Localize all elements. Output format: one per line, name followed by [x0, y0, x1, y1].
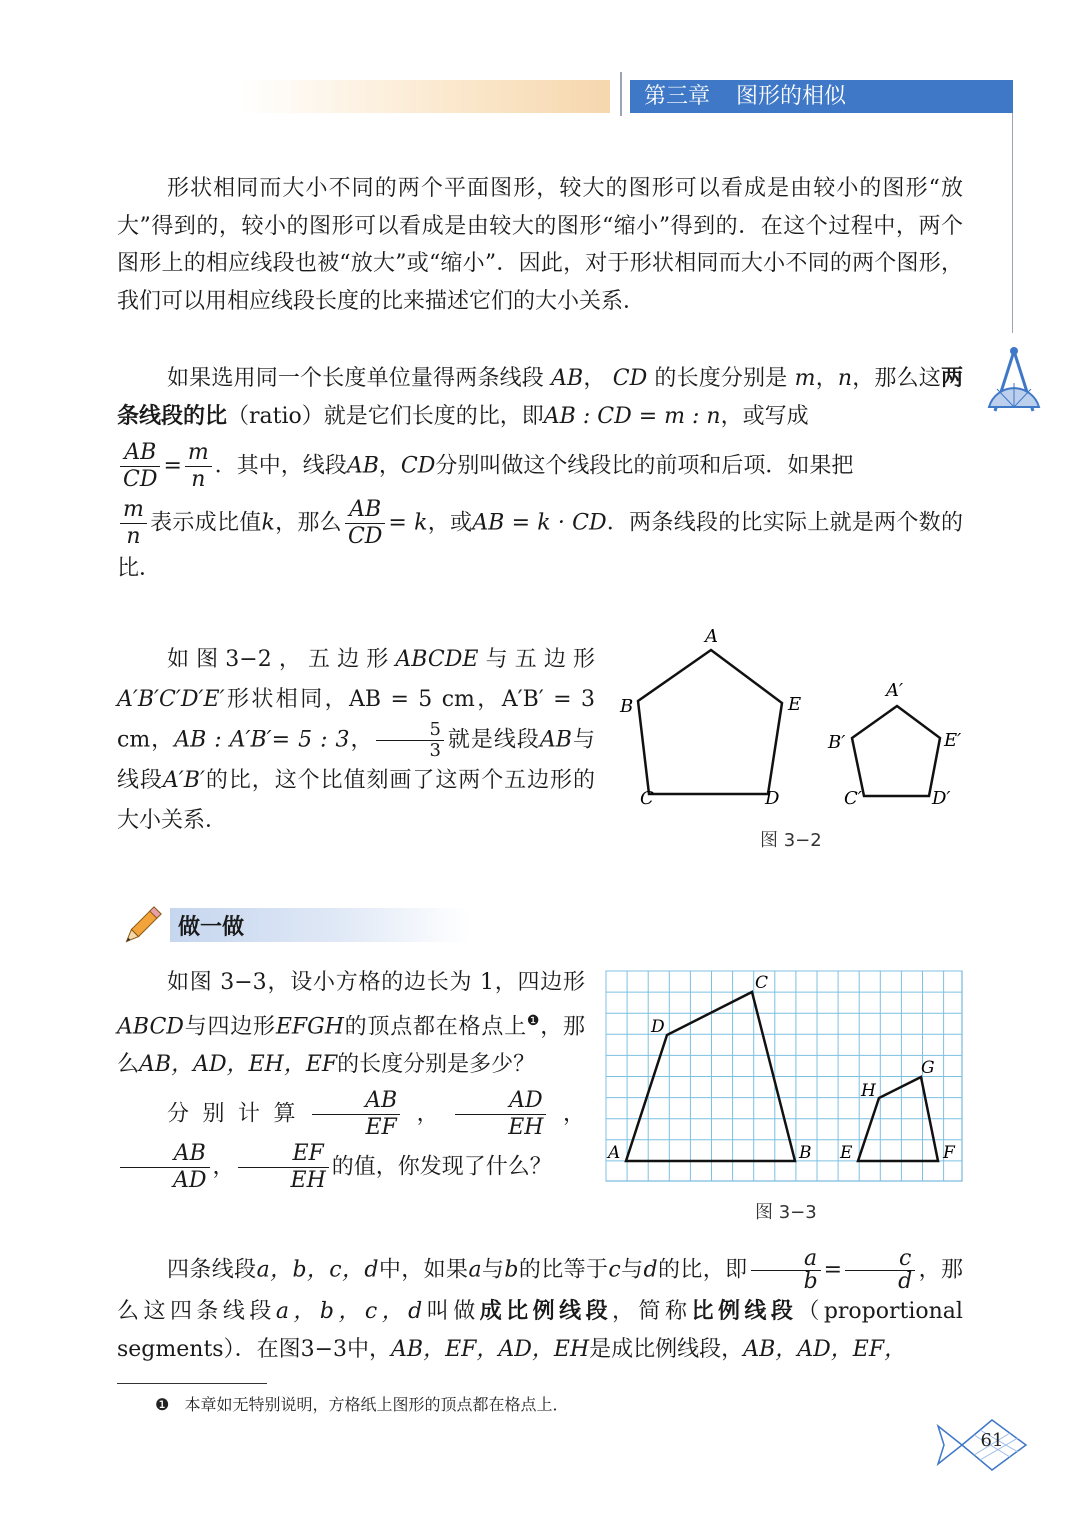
label-G-grid: G	[921, 1058, 935, 1078]
paragraph-proportional: 四条线段a，b，c，d中，如果a与b的比等于c与d的比，即 $\frac{a}{b}$ = $\frac{c}{d}$ ，那么这四条线段a，b，c，d叫做成比例线段，简称比例线段（proportional segments）．在图3−3中，AB，EF，AD，EH是成比例线段，AB，AD，EF，	[117, 1246, 963, 1362]
fraction-m-n-2: $\frac{m}{n}$	[120, 497, 147, 550]
fraction-m-n: $\frac{m}{n}$	[185, 440, 212, 493]
label-C-prime: C′	[844, 788, 862, 809]
paragraph-ratio-definition: 如果选用同一个长度单位量得两条线段 AB， CD 的长度分别是 m，n，那么这两条线段的比（ratio）就是它们长度的比，即AB : CD = m : n，或写成 $\frac{AB}{CD}$ = $\frac{m}{n}$ ．其中，线段AB，CD分别叫做这个线段比的前项和后项．如果把 $\frac{m}{n}$ 表示成比值k，那么 $\frac{AB}{CD}$ = k，或AB = k · CD．两条线段的比实际上就是两个数的比．	[117, 366, 963, 581]
label-E-grid: E	[840, 1143, 853, 1163]
label-C: C	[640, 788, 654, 809]
margin-line	[1012, 113, 1013, 333]
fraction-ab-ef: $\frac{AB}{EF}$	[312, 1088, 400, 1141]
chapter-label: 第三章	[644, 84, 711, 109]
fraction-ab-cd-2: $\frac{AB}{CD}$	[345, 497, 385, 550]
figure-3-3	[600, 968, 966, 1184]
compass-icon	[985, 345, 1043, 417]
footnote-text: 本章如无特别说明，方格纸上图形的顶点都在格点上．	[184, 1395, 569, 1414]
paragraph-intro-text: 形状相同而大小不同的两个平面图形，较大的图形可以看成是由较小的图形“放大”得到的，较小的图形可以看成是由较大的图形“缩小”得到的．在这个过程中，两个图形上的相应线段也被“放大”或“缩小”．因此，对于形状相同而大小不同的两个图形，我们可以用相应线段长度的比来描述它们的大小关系．	[117, 176, 963, 314]
figure-3-3-caption: 图 3−3	[755, 1202, 817, 1223]
label-F-grid: F	[943, 1143, 955, 1163]
footnote	[155, 1392, 568, 1415]
fraction-ab-cd: $\frac{AB}{CD}$	[120, 440, 160, 493]
footnote-ref: ❶	[526, 1013, 541, 1029]
label-D: D	[765, 788, 780, 809]
fraction-5-3: $\frac{5}{3}$	[376, 720, 443, 761]
pentagon-abcde	[638, 650, 782, 794]
pencil-icon	[118, 902, 166, 950]
header-divider	[620, 72, 622, 116]
footnote-rule	[117, 1383, 267, 1384]
label-B-grid: B	[799, 1143, 812, 1163]
figure-3-2-caption: 图 3−2	[760, 830, 822, 851]
paragraph-doit: 如图 3−3，设小方格的边长为 1，四边形ABCD与四边形EFGH的顶点都在格点上$^❶$，那么AB，AD，EH，EF的长度分别是多少？ 分别计算 $\frac{AB}{EF}$ ， $\frac{AD}{EH}$ ， $\frac{AB}{AD}$ ， $\frac{EF}{EH}$ 的值，你发现了什么？	[117, 970, 585, 1194]
term-proportional: 比例线段	[691, 1299, 798, 1324]
header-gradient-bar	[240, 80, 610, 113]
paragraph-intro	[117, 170, 963, 320]
pentagon-a2b2c2d2e2	[852, 706, 940, 796]
label-D-grid: D	[651, 1017, 665, 1037]
fraction-a-b: $\frac{a}{b}$	[751, 1248, 821, 1293]
label-B-prime: B′	[828, 732, 846, 753]
label-C-grid: C	[755, 973, 769, 993]
label-D-prime: D′	[932, 788, 951, 809]
label-H-grid: H	[861, 1081, 876, 1101]
label-A-grid: A	[608, 1143, 621, 1163]
fraction-ab-ad: $\frac{AB}{AD}$	[120, 1141, 210, 1194]
fraction-c-d: $\frac{c}{d}$	[845, 1248, 915, 1293]
chapter-title: 图形的相似	[736, 84, 847, 109]
label-E-prime: E′	[944, 730, 962, 751]
fraction-ad-eh: $\frac{AD}{EH}$	[455, 1088, 546, 1141]
label-A-prime: A′	[886, 680, 904, 701]
figure-3-2	[610, 620, 990, 860]
term-proportional-segments: 成比例线段	[479, 1299, 613, 1324]
chapter-header	[630, 80, 1013, 113]
label-B: B	[620, 696, 634, 717]
doit-title: 做一做	[178, 915, 245, 940]
fraction-ef-eh: $\frac{EF}{EH}$	[238, 1141, 329, 1194]
label-A: A	[705, 626, 718, 647]
paragraph-pentagon: 如图3−2，五边形ABCDE与五边形A′B′C′D′E′形状相同，AB = 5 cm，A′B′ = 3 cm，AB : A′B′= 5 : 3， $\frac{5}{3}$ 就是线段AB与线段A′B′的比，这个比值刻画了这两个五边形的大小关系．	[117, 647, 595, 833]
label-E: E	[788, 694, 802, 715]
page-number: 61	[980, 1430, 1004, 1451]
term-line-ratio: 两条线段的比	[117, 366, 963, 429]
footnote-mark: ❶	[155, 1395, 170, 1414]
